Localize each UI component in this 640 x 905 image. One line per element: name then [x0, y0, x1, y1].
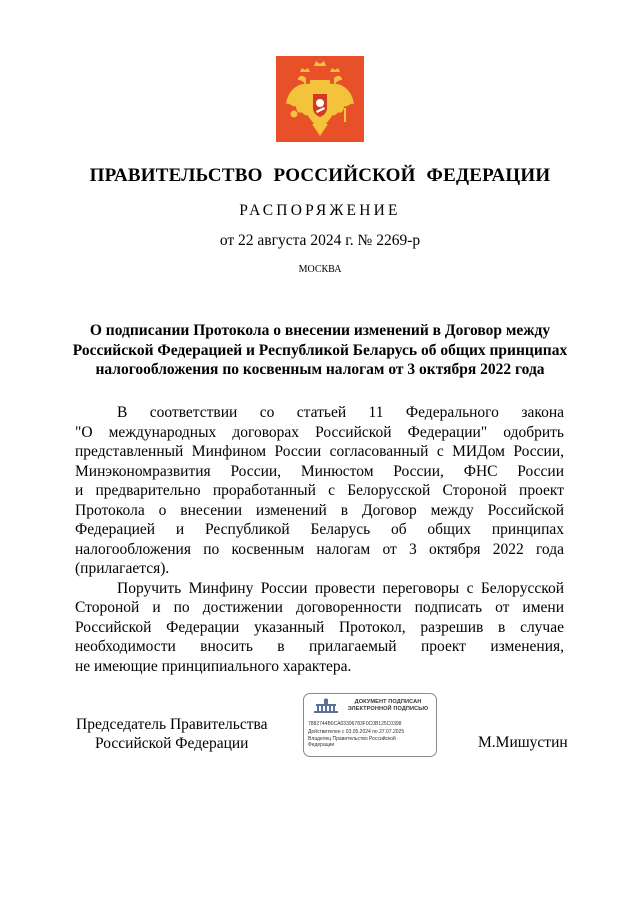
document-date-number: от 22 августа 2024 г. № 2269-р	[219, 232, 421, 249]
russian-coat-of-arms-icon	[276, 56, 364, 142]
stamp-owner: Владелец Правительство Российской	[308, 736, 396, 742]
government-building-icon	[312, 698, 340, 715]
document-type: РАСПОРЯЖЕНИЕ	[239, 202, 401, 219]
stamp-heading-line: ЭЛЕКТРОННОЙ ПОДПИСЬЮ	[347, 706, 429, 712]
signatory-position	[76, 715, 268, 753]
coat-of-arms-emblem	[276, 56, 364, 142]
body-line: представленный Минфином России согласованный с МИДом России,	[75, 443, 564, 460]
stamp-heading-line: ДОКУМЕНТ ПОДПИСАН	[354, 699, 422, 705]
stamp-owner: Федерации	[308, 742, 335, 748]
stamp-serial: 7882744B0CA03396783F0C0B125C0398	[308, 721, 402, 727]
body-line: Поручить Минфину России провести переговоры с Белорусской	[117, 579, 564, 597]
electronic-signature-stamp	[303, 693, 437, 757]
document-city: МОСКВА	[298, 264, 342, 275]
body-line: налогообложения по косвенным налогам от 3 октября 2022 года	[75, 540, 564, 558]
body-line: (прилагается).	[75, 560, 170, 577]
signatory-name: М.Мишустин	[478, 734, 568, 751]
body-line: не имеющие принципиального характера.	[75, 657, 352, 675]
body-line: Минэкономразвития России, Минюстом России, ФНС России	[75, 462, 564, 480]
body-line: Российской Федерации указанный Протокол, разрешив в случае	[75, 618, 564, 636]
body-line: и предварительно проработанный с Белорусской Стороной проект	[75, 482, 564, 499]
body-line: необходимости вносить в прилагаемый проект изменения,	[75, 638, 564, 655]
signatory-position-line: Российской Федерации	[95, 735, 249, 752]
subject-line: О подписании Протокола о внесении изменений в Договор между	[89, 322, 551, 339]
subject-line: налогообложения по косвенным налогам от 3 октября 2022 года	[95, 361, 545, 378]
body-line: Федерацией и Республикой Беларусь об общих принципах	[75, 521, 564, 538]
government-title: ПРАВИТЕЛЬСТВО РОССИЙСКОЙ ФЕДЕРАЦИИ	[89, 165, 551, 186]
body-line: Стороной и по достижении договоренности подписать от имени	[75, 599, 564, 616]
body-line: В соответствии со статьей 11 Федерального закона	[117, 404, 564, 421]
signatory-position-line: Председатель Правительства	[76, 716, 268, 733]
stamp-validity: Действителен с 03.05.2024 по 27.07.2025	[308, 729, 405, 735]
subject-line: Российской Федерацией и Республикой Беларусь об общих принципах	[72, 341, 568, 359]
body-line: Протокола о внесении изменений в Договор между Российской	[75, 501, 564, 519]
document-subject	[62, 321, 578, 380]
stamp-heading	[342, 699, 434, 713]
body-line: "О международных договорах Российской Федерации" одобрить	[75, 423, 564, 441]
document-body	[75, 403, 564, 676]
